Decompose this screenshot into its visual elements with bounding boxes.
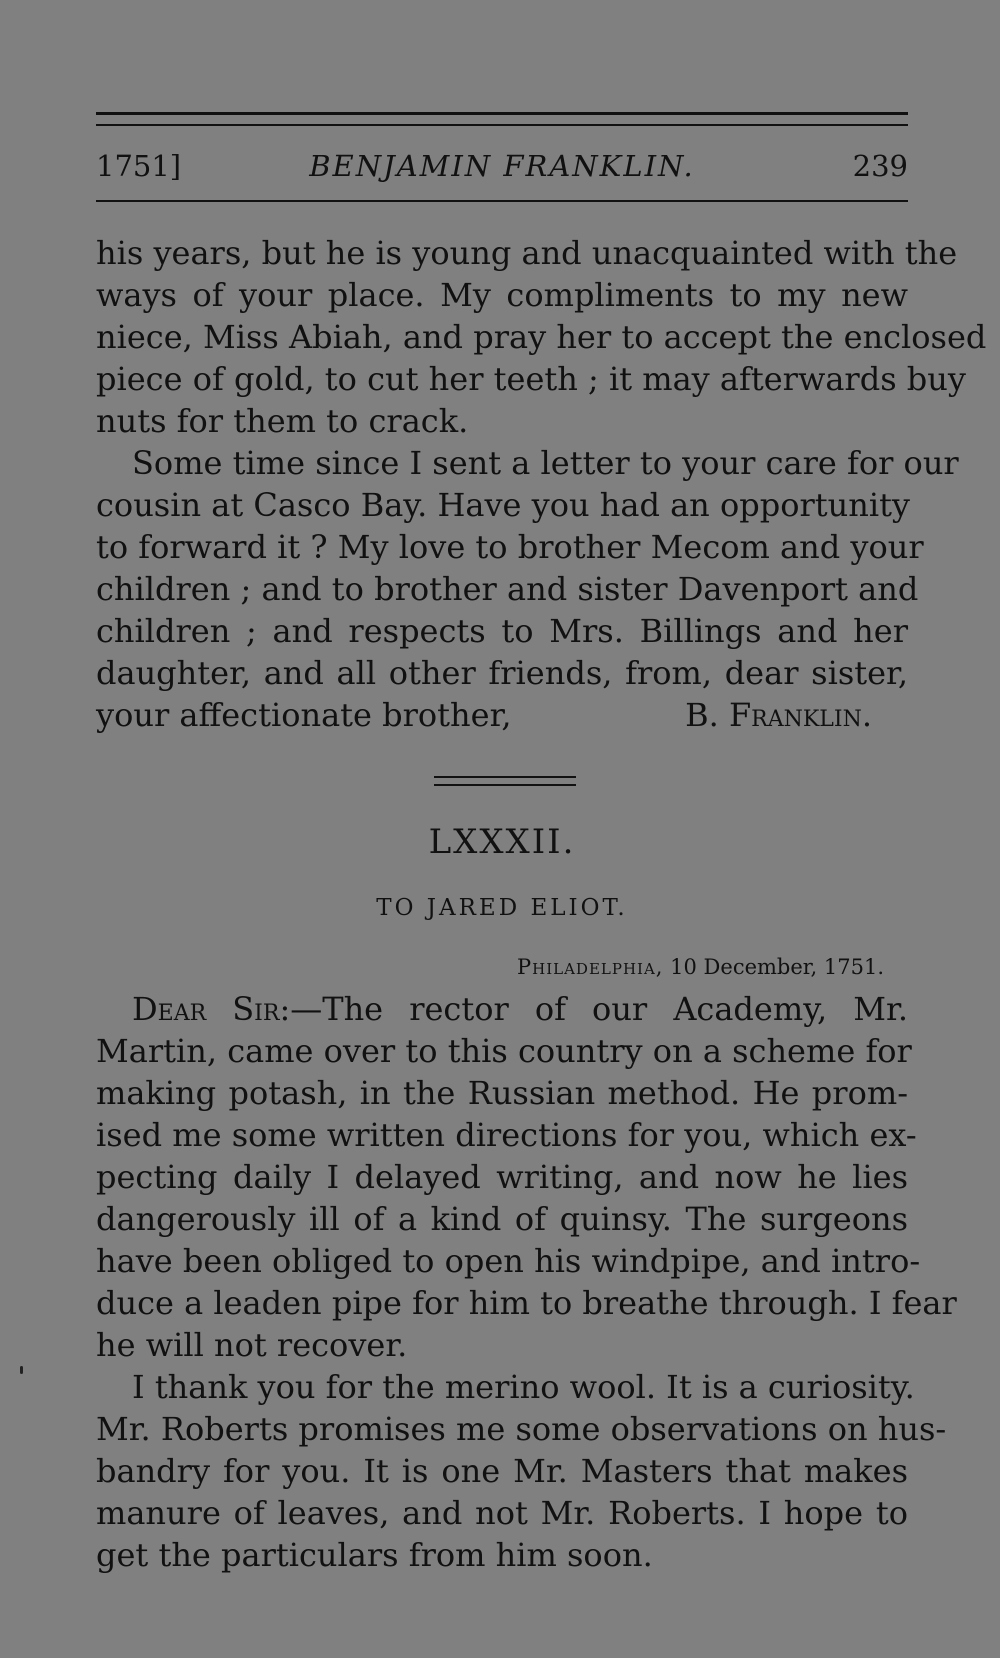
- letter-number: LXXXII.: [428, 822, 576, 862]
- text-line: children ; and to brother and sister Davenport and: [96, 570, 919, 608]
- closing: your affectionate brother,: [96, 696, 512, 734]
- text-line: manure of leaves, and not Mr. Roberts. I hope to: [96, 1494, 908, 1532]
- running-head-year: 1751]: [96, 149, 182, 183]
- text-line: ways of your place. My compliments to my new: [96, 276, 908, 314]
- salutation: Dear Sir: [132, 990, 280, 1028]
- running-head: [96, 146, 908, 186]
- text-line: bandry for you. It is one Mr. Masters that makes: [96, 1452, 908, 1490]
- section-divider-1: [434, 776, 576, 778]
- top-rule-1: [96, 112, 908, 115]
- head-rule: [96, 200, 908, 202]
- running-head-title: BENJAMIN FRANKLIN.: [309, 149, 695, 183]
- dateline-date: 10 December, 1751.: [670, 955, 884, 979]
- text-line: cousin at Casco Bay. Have you had an opportunity: [96, 486, 910, 524]
- text-line: pecting daily I delayed writing, and now he lies: [96, 1158, 908, 1196]
- text-line: to forward it ? My love to brother Mecom and your: [96, 528, 924, 566]
- text-line: have been obliged to open his windpipe, and intro-: [96, 1242, 921, 1280]
- text-line: :—The rector of our Academy, Mr.: [279, 990, 908, 1028]
- page-number: 239: [852, 149, 908, 183]
- letter-body: [96, 988, 957, 1576]
- text-line: duce a leaden pipe for him to breathe through. I fear: [96, 1284, 957, 1322]
- text-line: get the particulars from him soon.: [96, 1536, 653, 1574]
- text-line: I thank you for the merino wool. It is a curiosity.: [132, 1368, 915, 1406]
- text-line: making potash, in the Russian method. He prom-: [96, 1074, 908, 1112]
- letter-recipient: TO JARED ELIOT.: [376, 895, 628, 921]
- text-line: daughter, and all other friends, from, dear sister,: [96, 654, 908, 692]
- text-line: he will not recover.: [96, 1326, 408, 1364]
- top-rule-2: [96, 124, 908, 126]
- text-line: Martin, came over to this country on a scheme for: [96, 1032, 912, 1070]
- text-line: piece of gold, to cut her teeth ; it may afterwards buy: [96, 360, 966, 398]
- text-line: niece, Miss Abiah, and pray her to accept the enclosed: [96, 318, 987, 356]
- salutation-line: [96, 988, 908, 1030]
- text-line: children ; and respects to Mrs. Billings and her: [96, 612, 908, 650]
- text-line: dangerously ill of a kind of quinsy. The surgeons: [96, 1200, 908, 1238]
- scan-speck: [20, 1366, 23, 1374]
- text-line: Mr. Roberts promises me some observations on hus-: [96, 1410, 947, 1448]
- section-divider-2: [434, 784, 576, 786]
- signature: B. Franklin.: [685, 696, 872, 734]
- text-line: Some time since I sent a letter to your care for our: [132, 444, 959, 482]
- dateline-place: Philadelphia,: [516, 955, 664, 979]
- text-line: his years, but he is young and unacquainted with the: [96, 234, 958, 272]
- text-line: ised me some written directions for you, which ex-: [96, 1116, 917, 1154]
- letter-close-text: [96, 232, 987, 736]
- book-page: [96, 0, 987, 1658]
- dateline: [517, 952, 884, 982]
- signoff-line: [96, 694, 908, 736]
- text-line: nuts for them to crack.: [96, 402, 469, 440]
